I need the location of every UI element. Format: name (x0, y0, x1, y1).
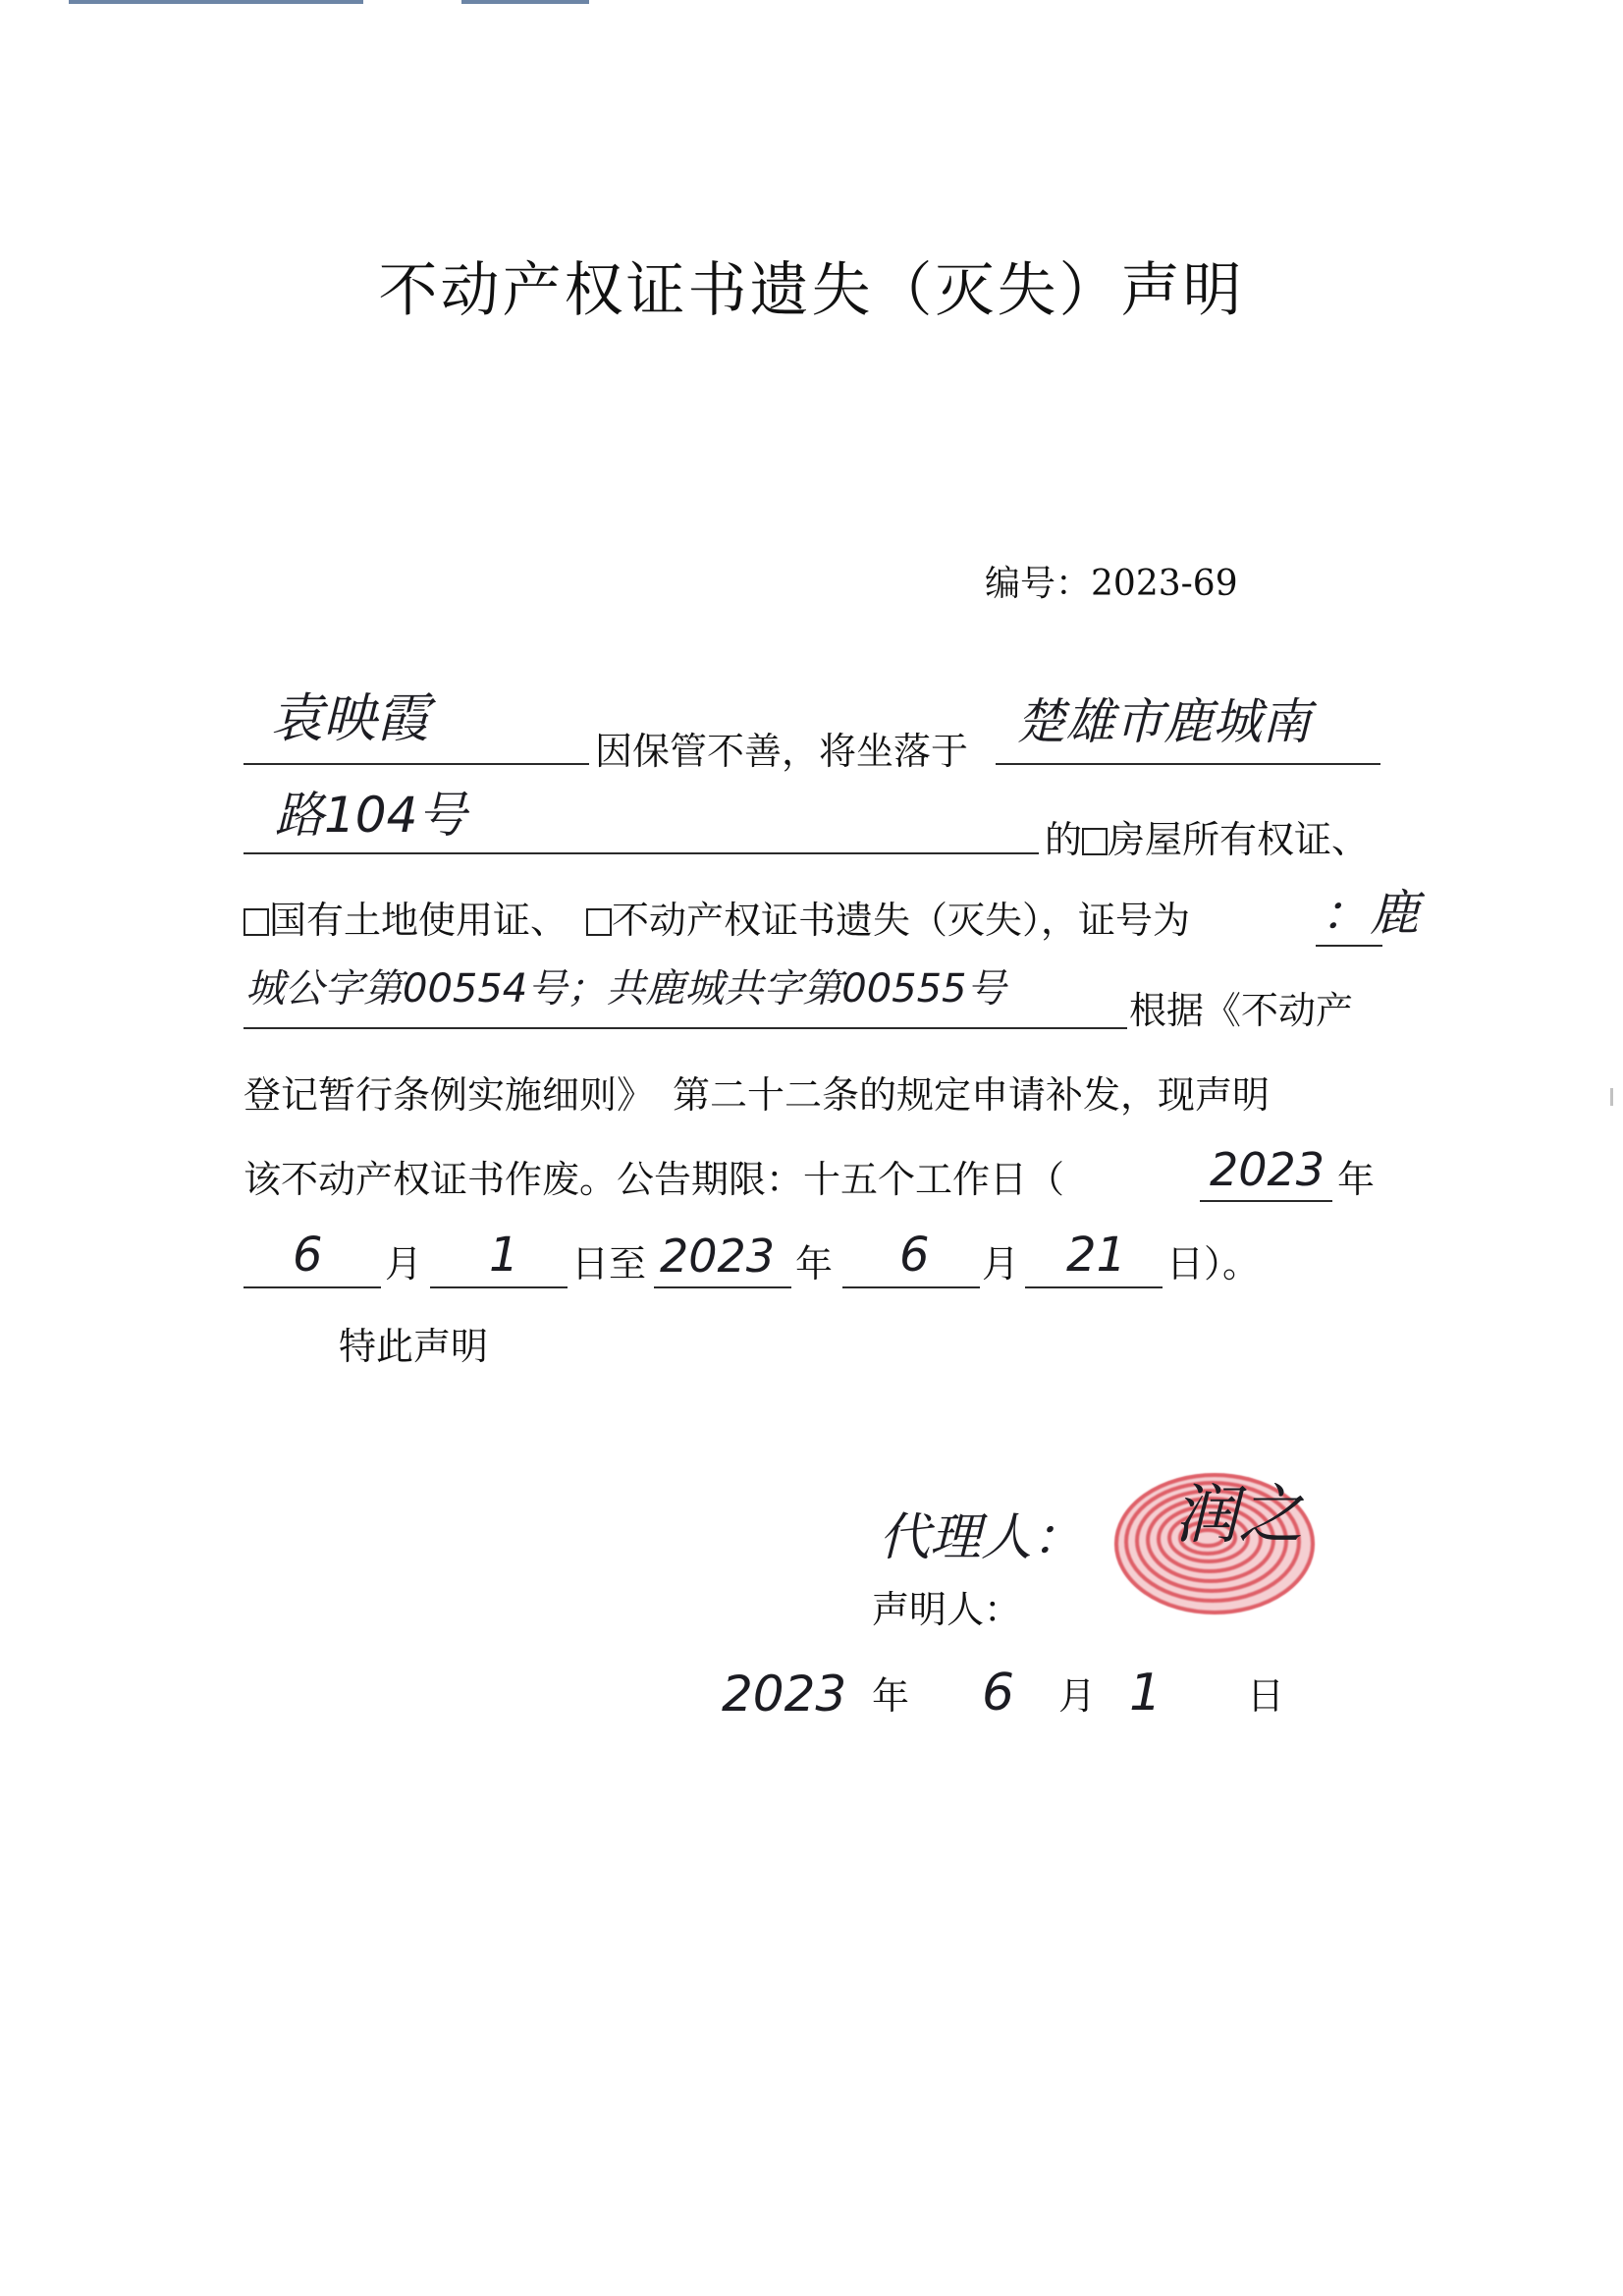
start-day-unit: 日至 (571, 1242, 647, 1285)
end-day-underline (1025, 1286, 1163, 1288)
agent-signature: 润之 (1173, 1477, 1303, 1553)
start-day-handwritten: 1 (489, 1228, 519, 1283)
option-land-certificate: 国有土地使用证、 (269, 899, 550, 942)
checkbox-land-certificate[interactable] (243, 908, 269, 936)
scan-edge-mark (461, 0, 589, 4)
end-month-unit: 月 (982, 1242, 1020, 1285)
signature-year-unit: 年 (872, 1674, 910, 1718)
scan-edge-mark (69, 0, 363, 4)
year1-unit: 年 (1337, 1158, 1376, 1201)
declarant-label: 声明人： (872, 1588, 1022, 1631)
agent-label-handwritten: 代理人： (879, 1508, 1084, 1567)
scan-speck (1610, 1088, 1613, 1106)
line1-text: 因保管不善，将坐落于 (595, 730, 969, 773)
start-day-underline (430, 1286, 568, 1288)
end-day-unit: 日）。 (1166, 1242, 1261, 1285)
certificate-number-handwritten-2: 城公字第00554号；共鹿城共字第00555号 (245, 966, 1006, 1011)
address-underline-2 (243, 852, 1039, 854)
address-handwritten-1: 楚雄市鹿城南 (1016, 693, 1311, 750)
document-number-value: 2023-69 (1091, 564, 1238, 604)
start-month-unit: 月 (385, 1242, 423, 1285)
certificate-number-underline-2 (243, 1027, 1127, 1029)
certificate-number-underline-1 (1316, 945, 1382, 947)
year1-handwritten: 2023 (1210, 1143, 1325, 1196)
start-month-underline (243, 1286, 381, 1288)
signature-day-unit: 日 (1247, 1674, 1285, 1718)
option-realty-certificate: 不动产权证书遗失（灭失），证号为 (612, 899, 1191, 942)
special-declaration: 特此声明 (339, 1325, 489, 1368)
signature-month-unit: 月 (1058, 1674, 1097, 1718)
document-number-label: 编号： (985, 564, 1092, 604)
signature-month-handwritten: 6 (982, 1664, 1015, 1722)
year1-underline (1200, 1200, 1332, 1202)
checkbox-house-certificate[interactable] (1082, 828, 1108, 855)
line6-text: 该不动产权证书作废。公告期限：十五个工作日（ (243, 1158, 1065, 1201)
address-underline-1 (996, 763, 1380, 765)
document-number (985, 556, 1238, 606)
option-house-certificate: 房屋所有权证、 (1108, 818, 1370, 861)
document-title: 不动产权证书遗失（灭失）声明 (378, 256, 1245, 325)
line2-text (1045, 818, 1370, 861)
line5-text: 登记暂行条例实施细则》 第二十二条的规定申请补发，现声明 (243, 1073, 1271, 1117)
year2-unit: 年 (795, 1242, 834, 1285)
end-month-underline (842, 1286, 980, 1288)
end-day-handwritten: 21 (1066, 1228, 1127, 1283)
year2-handwritten: 2023 (660, 1230, 776, 1283)
end-month-handwritten: 6 (899, 1228, 930, 1283)
start-month-handwritten: 6 (293, 1228, 323, 1283)
signature-day-handwritten: 1 (1129, 1664, 1163, 1722)
line3-text (243, 899, 1191, 942)
certificate-number-handwritten-1: ：鹿 (1321, 885, 1419, 942)
signature-year-handwritten: 2023 (722, 1666, 847, 1722)
owner-name-handwritten: 袁映霞 (270, 687, 429, 749)
line2-de: 的 (1045, 818, 1083, 861)
year2-underline (654, 1286, 791, 1288)
checkbox-realty-certificate[interactable] (586, 908, 612, 936)
address-handwritten-2: 路104号 (275, 787, 467, 844)
owner-name-underline (243, 763, 589, 765)
line4-text: 根据《不动产 (1129, 989, 1354, 1032)
